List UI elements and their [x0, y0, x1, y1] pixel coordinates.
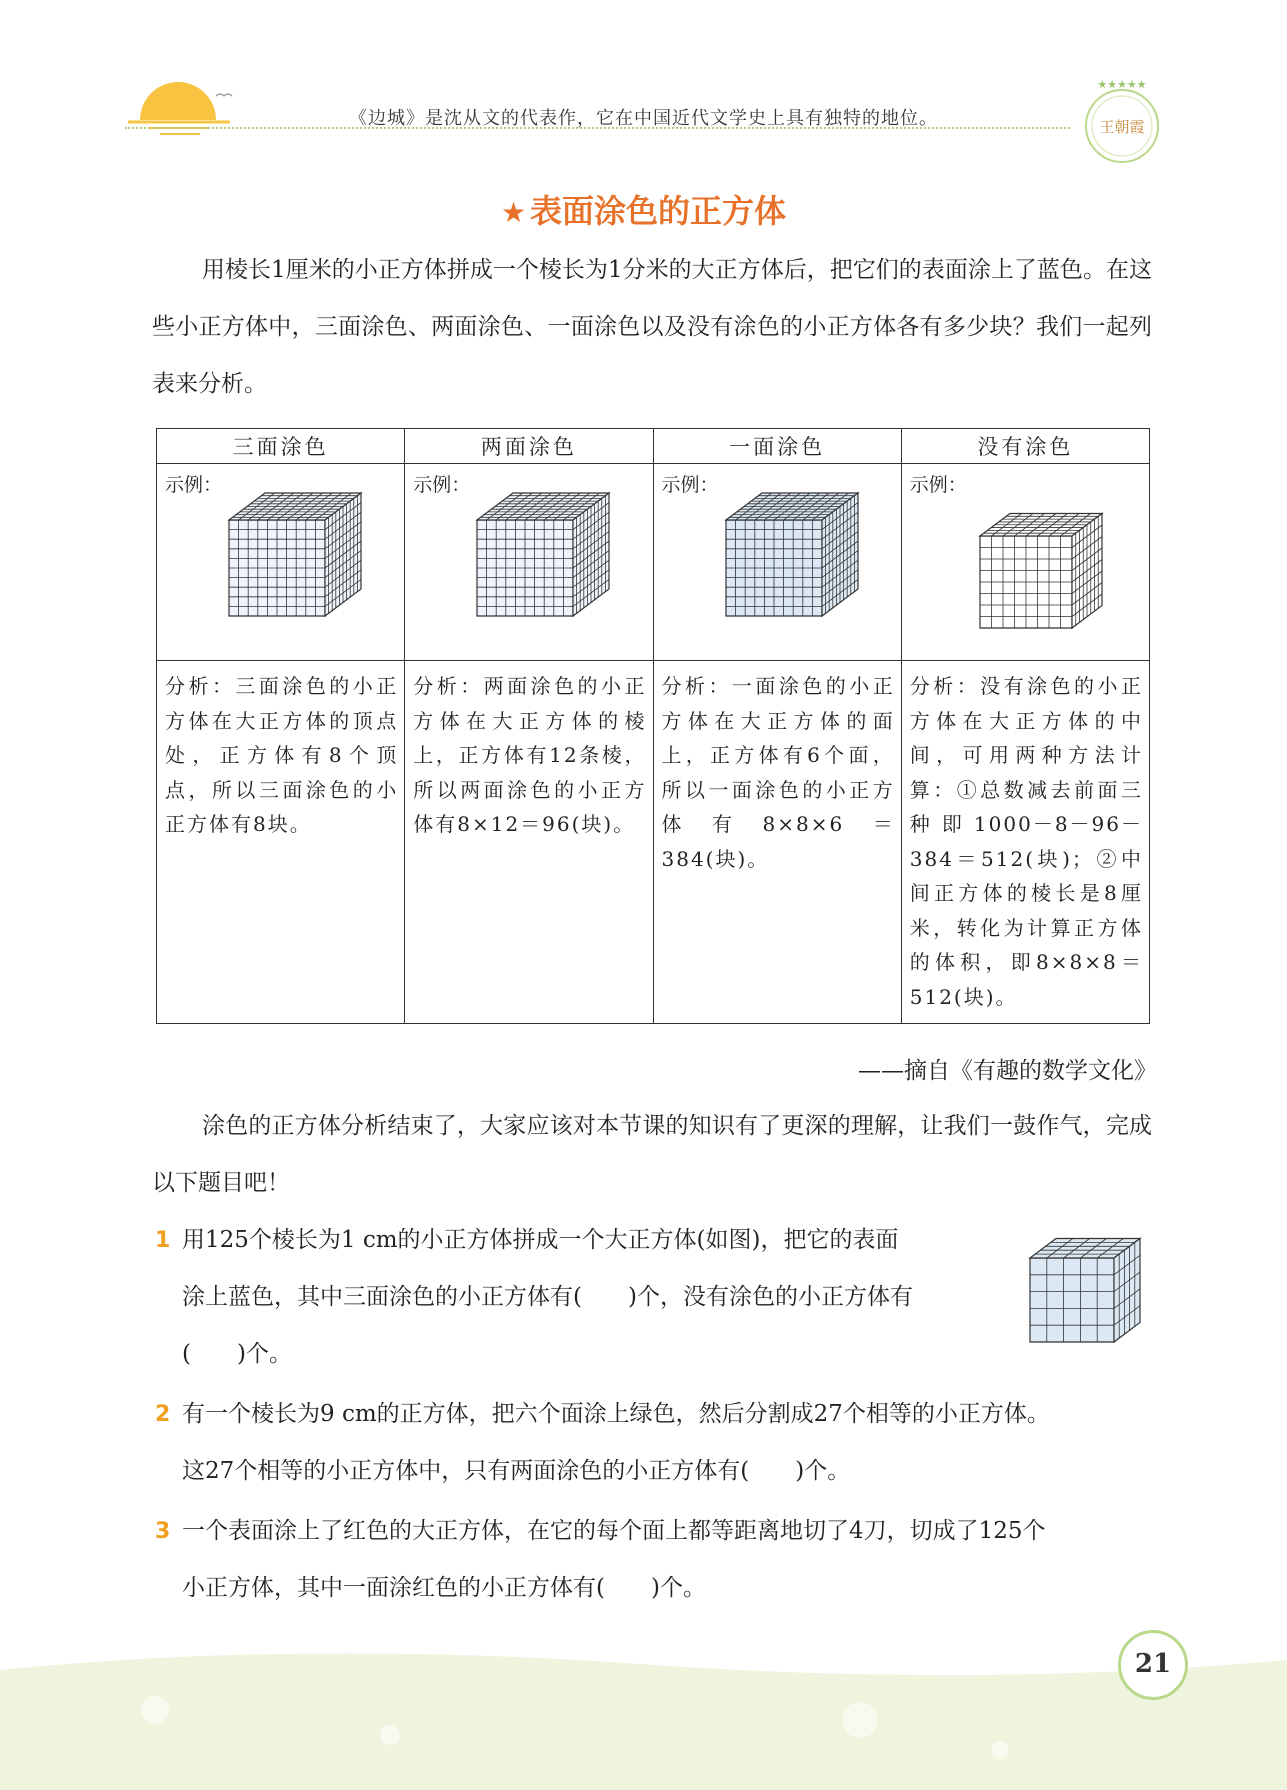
- question-2-line1: 有一个棱长为9 cm的正方体，把六个面涂上绿色，然后分割成27个相等的小正方体。: [182, 1401, 1050, 1427]
- svg-text:王朝霞: 王朝霞: [1099, 118, 1145, 136]
- example-label: 示例：: [661, 474, 719, 496]
- question-3-line1: 一个表面涂上了红色的大正方体，在它的每个面上都等距离地切了4刀，切成了125个: [182, 1518, 1046, 1544]
- example-label: 示例：: [909, 474, 967, 496]
- footer-decoration: [0, 1640, 1287, 1790]
- analysis-three-faces: 分析：三面涂色的小正方体在大正方体的顶点处，正方体有8个顶点，所以三面涂色的小正方体有8块。: [157, 661, 405, 1024]
- analysis-one-face: 分析：一面涂色的小正方体在大正方体的面上，正方体有6个面，所以一面涂色的小正方体有8×8×6＝384(块)。: [653, 661, 901, 1024]
- question-2-line2: 这27个相等的小正方体中，只有两面涂色的小正方体有( )个。: [182, 1458, 851, 1484]
- cube-125-figure: [1026, 1232, 1144, 1350]
- example-row: [157, 464, 1150, 661]
- analysis-row: [157, 661, 1150, 1024]
- page-number: 21: [1118, 1630, 1188, 1700]
- svg-text:★★★★★: ★★★★★: [1097, 78, 1147, 91]
- example-cell: [405, 464, 653, 661]
- question-1-line3: ( )个。: [182, 1341, 292, 1367]
- star-icon: ★: [500, 196, 527, 229]
- cube-three-faces-figure: [157, 464, 405, 660]
- example-cell: [157, 464, 405, 661]
- intro-paragraph: 用棱长1厘米的小正方体拼成一个棱长为1分米的大正方体后，把它们的表面涂上了蓝色。在这些小正方体中，三面涂色、两面涂色、一面涂色以及没有涂色的小正方体各有多少块？我们一起列表来分析。: [152, 257, 1152, 397]
- header-motto: 《边城》是沈从文的代表作，它在中国近代文学史上具有独特的地位。: [349, 108, 938, 129]
- header-one-face: 一面涂色: [653, 429, 901, 464]
- page-header: [0, 0, 1287, 160]
- cube-no-face-figure: [902, 464, 1150, 660]
- analysis-no-face: 分析：没有涂色的小正方体在大正方体的中间，可用两种方法计算：①总数减去前面三种即1000－8－96－384＝512(块)；②中间正方体的棱长是8厘米，转化为计算正方体的体积，即8×8×8＝512(块)。: [901, 661, 1149, 1024]
- page-title: ★ 表面涂色的正方体: [500, 192, 787, 230]
- cube-face: [1030, 1258, 1114, 1342]
- question-3-number: 3: [155, 1519, 171, 1544]
- example-cell: [901, 464, 1149, 661]
- header-no-face: 没有涂色: [901, 429, 1149, 464]
- question-2-number: 2: [155, 1402, 171, 1427]
- cube-one-face-figure: [654, 464, 902, 660]
- example-cell: [653, 464, 901, 661]
- analysis-table: [156, 428, 1150, 1024]
- header-two-faces: 两面涂色: [405, 429, 653, 464]
- question-3-line2: 小正方体，其中一面涂红色的小正方体有( )个。: [182, 1575, 706, 1601]
- example-label: 示例：: [165, 474, 223, 496]
- analysis-two-faces: 分析：两面涂色的小正方体在大正方体的棱上，正方体有12条棱，所以两面涂色的小正方体有8×12＝96(块)。: [405, 661, 653, 1024]
- transition-paragraph: 涂色的正方体分析结束了，大家应该对本节课的知识有了更深的理解，让我们一鼓作气，完成以下题目吧！: [152, 1113, 1152, 1196]
- question-1-line2: 涂上蓝色，其中三面涂色的小正方体有( )个，没有涂色的小正方体有: [182, 1284, 913, 1310]
- table-header-row: [157, 429, 1150, 464]
- header-three-faces: 三面涂色: [157, 429, 405, 464]
- question-1-line1: 用125个棱长为1 cm的小正方体拼成一个大正方体(如图)，把它的表面: [182, 1227, 899, 1253]
- source-citation: ——摘自《有趣的数学文化》: [858, 1058, 1157, 1084]
- example-label: 示例：: [413, 474, 471, 496]
- brand-logo: [1078, 78, 1166, 166]
- cube-two-faces-figure: [405, 464, 653, 660]
- question-1-number: 1: [155, 1228, 171, 1253]
